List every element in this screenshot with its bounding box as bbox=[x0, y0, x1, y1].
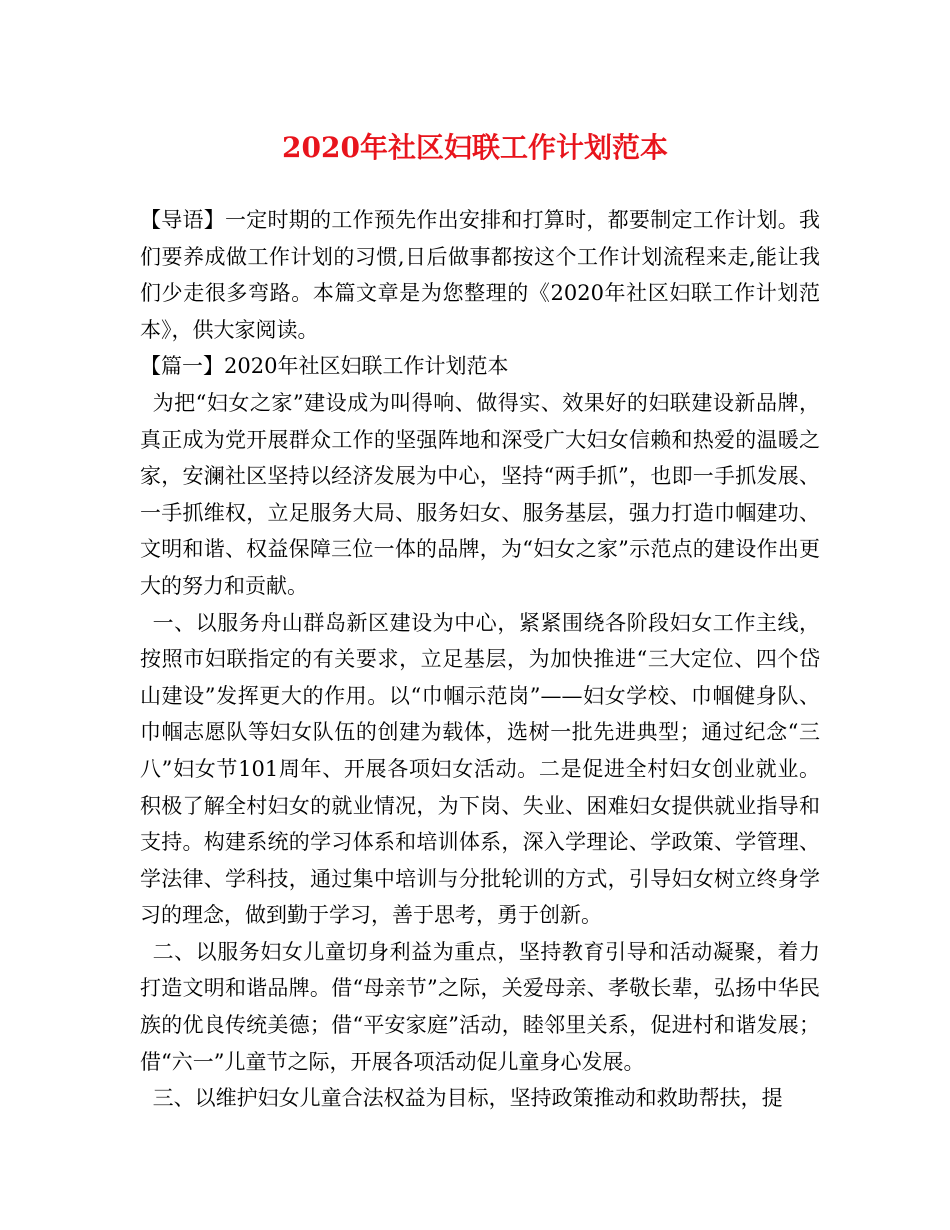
paragraph-overview: 为把“妇女之家”建设成为叫得响、做得实、效果好的妇联建设新品牌，真正成为党开展群众工作的坚强阵地和深受广大妇女信赖和热爱的温暖之家，安澜社区坚持以经济发展为中心，坚持“两手抓”，也即一手抓发展、一手抓维权，立足服务大局、服务妇女、服务基层，强力打造巾帼建功、文明和谐、权益保障三位一体的品牌，为“妇女之家”示范点的建设作出更大的努力和贡献。 bbox=[140, 390, 820, 598]
document-body bbox=[140, 202, 820, 1117]
paragraph-point-two: 二、以服务妇女儿童切身利益为重点，坚持教育引导和活动凝聚，着力打造文明和谐品牌。借“母亲节”之际，关爱母亲、孝敬长辈，弘扬中华民族的优良传统美德；借“平安家庭”活动，睦邻里关系，促进村和谐发展；借“六一”儿童节之际，开展各项活动促儿童身心发展。 bbox=[140, 939, 820, 1074]
paragraph-point-one: 一、以服务舟山群岛新区建设为中心，紧紧围绕各阶段妇女工作主线，按照市妇联指定的有关要求，立足基层，为加快推进“三大定位、四个岱山建设”发挥更大的作用。以“巾帼示范岗”——妇女学校、巾帼健身队、巾帼志愿队等妇女队伍的创建为载体，选树一批先进典型；通过纪念“三八”妇女节101周年、开展各项妇女活动。二是促进全村妇女创业就业。积极了解全村妇女的就业情况，为下岗、失业、困难妇女提供就业指导和支持。构建系统的学习体系和培训体系，深入学理论、学政策、学管理、学法律、学科技，通过集中培训与分批轮训的方式，引导妇女树立终身学习的理念，做到勤于学习，善于思考，勇于创新。 bbox=[140, 610, 820, 928]
paragraph-section-heading: 【篇一】2020年社区妇联工作计划范本 bbox=[140, 354, 509, 379]
paragraph-point-three: 三、以维护妇女儿童合法权益为目标，坚持政策推动和救助帮扶，提 bbox=[152, 1086, 783, 1111]
paragraph-intro: 【导语】一定时期的工作预先作出安排和打算时，都要制定工作计划。我们要养成做工作计划的习惯,日后做事都按这个工作计划流程来走,能让我们少走很多弯路。本篇文章是为您整理的《2020年社区妇联工作计划范本》，供大家阅读。 bbox=[140, 208, 820, 342]
document-title: 2020年社区妇联工作计划范本 bbox=[282, 131, 668, 164]
